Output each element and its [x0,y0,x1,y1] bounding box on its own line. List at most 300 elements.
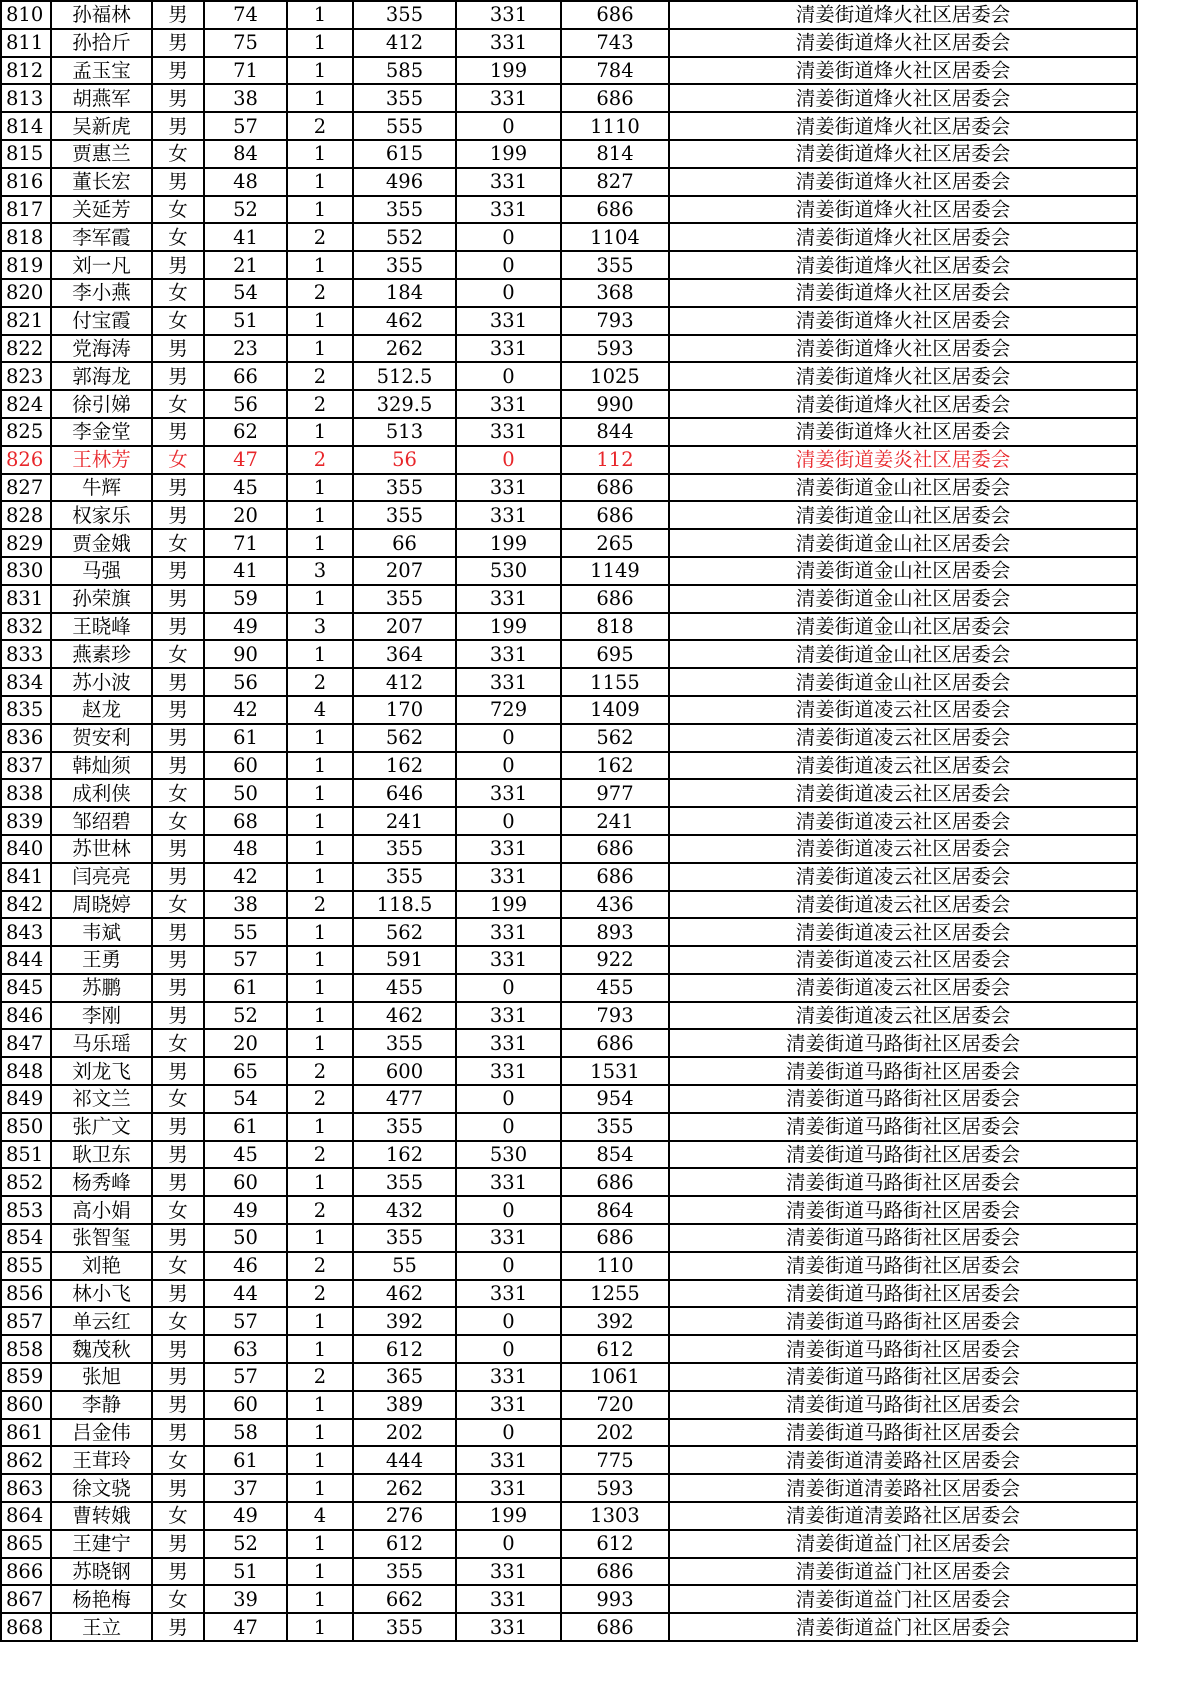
community-cell: 清姜街道金山社区居委会 [669,640,1137,668]
row-index-cell: 818 [1,223,51,251]
table-row [1,418,1137,446]
age-cell: 23 [204,335,287,363]
table-row [1,1002,1137,1030]
row-index-cell: 817 [1,196,51,224]
gender-cell: 女 [152,807,204,835]
name-cell: 孙福林 [51,1,152,29]
table-row [1,1474,1137,1502]
community-cell: 清姜街道烽火社区居委会 [669,29,1137,57]
amount-b-cell: 199 [456,529,561,557]
row-index-cell: 857 [1,1307,51,1335]
gender-cell: 男 [152,1224,204,1252]
row-index-cell: 823 [1,362,51,390]
gender-cell: 男 [152,1280,204,1308]
amount-a-cell: 355 [353,84,456,112]
community-cell: 清姜街道马路街社区居委会 [669,1391,1137,1419]
table-row [1,140,1137,168]
total-cell: 265 [561,529,669,557]
amount-b-cell: 0 [456,362,561,390]
amount-b-cell: 331 [456,585,561,613]
community-cell: 清姜街道凌云社区居委会 [669,1002,1137,1030]
amount-a-cell: 355 [353,835,456,863]
table-row [1,1252,1137,1280]
table-row [1,752,1137,780]
name-cell: 马乐瑶 [51,1029,152,1057]
row-index-cell: 858 [1,1335,51,1363]
age-cell: 58 [204,1419,287,1447]
community-cell: 清姜街道金山社区居委会 [669,613,1137,641]
community-cell: 清姜街道烽火社区居委会 [669,168,1137,196]
community-cell: 清姜街道凌云社区居委会 [669,696,1137,724]
community-cell: 清姜街道烽火社区居委会 [669,362,1137,390]
total-cell: 436 [561,891,669,919]
total-cell: 686 [561,1558,669,1586]
gender-cell: 男 [152,501,204,529]
age-cell: 57 [204,1363,287,1391]
amount-b-cell: 0 [456,1419,561,1447]
household-size-cell: 1 [287,1307,353,1335]
amount-a-cell: 646 [353,779,456,807]
community-cell: 清姜街道马路街社区居委会 [669,1085,1137,1113]
household-size-cell: 1 [287,1,353,29]
community-cell: 清姜街道清姜路社区居委会 [669,1446,1137,1474]
total-cell: 1155 [561,668,669,696]
community-cell: 清姜街道马路街社区居委会 [669,1280,1137,1308]
community-cell: 清姜街道金山社区居委会 [669,585,1137,613]
household-size-cell: 1 [287,1029,353,1057]
name-cell: 周晓婷 [51,891,152,919]
amount-a-cell: 162 [353,1141,456,1169]
row-index-cell: 853 [1,1196,51,1224]
amount-b-cell: 0 [456,1113,561,1141]
total-cell: 854 [561,1141,669,1169]
total-cell: 793 [561,1002,669,1030]
age-cell: 49 [204,1196,287,1224]
total-cell: 686 [561,196,669,224]
gender-cell: 女 [152,390,204,418]
community-cell: 清姜街道金山社区居委会 [669,501,1137,529]
age-cell: 61 [204,1446,287,1474]
total-cell: 686 [561,1224,669,1252]
table-row [1,1335,1137,1363]
age-cell: 68 [204,807,287,835]
name-cell: 孟玉宝 [51,57,152,85]
amount-b-cell: 199 [456,613,561,641]
amount-b-cell: 0 [456,1335,561,1363]
age-cell: 56 [204,390,287,418]
community-cell: 清姜街道马路街社区居委会 [669,1113,1137,1141]
row-index-cell: 813 [1,84,51,112]
total-cell: 562 [561,724,669,752]
amount-a-cell: 513 [353,418,456,446]
amount-b-cell: 331 [456,1446,561,1474]
table-row [1,1530,1137,1558]
amount-a-cell: 412 [353,668,456,696]
household-size-cell: 1 [287,307,353,335]
total-cell: 990 [561,390,669,418]
row-index-cell: 841 [1,863,51,891]
age-cell: 54 [204,1085,287,1113]
total-cell: 1025 [561,362,669,390]
name-cell: 付宝霞 [51,307,152,335]
age-cell: 75 [204,29,287,57]
row-index-cell: 820 [1,279,51,307]
row-index-cell: 848 [1,1057,51,1085]
row-index-cell: 856 [1,1280,51,1308]
table-row [1,1502,1137,1530]
community-cell: 清姜街道马路街社区居委会 [669,1419,1137,1447]
household-size-cell: 1 [287,1391,353,1419]
gender-cell: 男 [152,1530,204,1558]
community-cell: 清姜街道烽火社区居委会 [669,223,1137,251]
name-cell: 苏世林 [51,835,152,863]
row-index-cell: 862 [1,1446,51,1474]
name-cell: 赵龙 [51,696,152,724]
age-cell: 47 [204,446,287,474]
table-body [1,1,1137,1641]
row-index-cell: 843 [1,918,51,946]
community-cell: 清姜街道烽火社区居委会 [669,196,1137,224]
household-size-cell: 2 [287,362,353,390]
name-cell: 耿卫东 [51,1141,152,1169]
total-cell: 355 [561,1113,669,1141]
gender-cell: 女 [152,446,204,474]
total-cell: 355 [561,251,669,279]
row-index-cell: 821 [1,307,51,335]
household-size-cell: 1 [287,1335,353,1363]
total-cell: 1531 [561,1057,669,1085]
community-cell: 清姜街道马路街社区居委会 [669,1196,1137,1224]
household-size-cell: 1 [287,251,353,279]
age-cell: 60 [204,1391,287,1419]
gender-cell: 男 [152,613,204,641]
table-row [1,1446,1137,1474]
name-cell: 王茸玲 [51,1446,152,1474]
age-cell: 39 [204,1585,287,1613]
household-size-cell: 1 [287,474,353,502]
household-size-cell: 2 [287,1363,353,1391]
age-cell: 41 [204,557,287,585]
age-cell: 71 [204,529,287,557]
age-cell: 46 [204,1252,287,1280]
row-index-cell: 826 [1,446,51,474]
age-cell: 90 [204,640,287,668]
table-row [1,668,1137,696]
total-cell: 612 [561,1530,669,1558]
amount-a-cell: 389 [353,1391,456,1419]
amount-b-cell: 0 [456,752,561,780]
age-cell: 20 [204,1029,287,1057]
amount-b-cell: 331 [456,474,561,502]
amount-a-cell: 444 [353,1446,456,1474]
amount-b-cell: 331 [456,84,561,112]
table-row [1,1057,1137,1085]
age-cell: 47 [204,1613,287,1641]
row-index-cell: 810 [1,1,51,29]
row-index-cell: 839 [1,807,51,835]
name-cell: 李军霞 [51,223,152,251]
row-index-cell: 822 [1,335,51,363]
community-cell: 清姜街道凌云社区居委会 [669,724,1137,752]
table-row [1,863,1137,891]
household-size-cell: 1 [287,57,353,85]
total-cell: 686 [561,835,669,863]
household-size-cell: 1 [287,196,353,224]
gender-cell: 男 [152,168,204,196]
total-cell: 686 [561,1029,669,1057]
household-size-cell: 1 [287,1613,353,1641]
amount-a-cell: 562 [353,918,456,946]
gender-cell: 女 [152,1502,204,1530]
row-index-cell: 833 [1,640,51,668]
amount-b-cell: 530 [456,1141,561,1169]
table-row [1,1113,1137,1141]
household-size-cell: 2 [287,1280,353,1308]
total-cell: 593 [561,335,669,363]
amount-b-cell: 331 [456,1002,561,1030]
amount-b-cell: 331 [456,29,561,57]
name-cell: 苏鹏 [51,974,152,1002]
gender-cell: 女 [152,196,204,224]
row-index-cell: 812 [1,57,51,85]
row-index-cell: 859 [1,1363,51,1391]
row-index-cell: 838 [1,779,51,807]
table-row [1,779,1137,807]
total-cell: 775 [561,1446,669,1474]
amount-b-cell: 331 [456,640,561,668]
amount-a-cell: 555 [353,112,456,140]
name-cell: 魏茂秋 [51,1335,152,1363]
age-cell: 74 [204,1,287,29]
age-cell: 61 [204,1113,287,1141]
total-cell: 1104 [561,223,669,251]
gender-cell: 男 [152,1141,204,1169]
age-cell: 38 [204,891,287,919]
amount-a-cell: 207 [353,557,456,585]
row-index-cell: 815 [1,140,51,168]
row-index-cell: 844 [1,946,51,974]
name-cell: 闫亮亮 [51,863,152,891]
age-cell: 37 [204,1474,287,1502]
amount-a-cell: 355 [353,1,456,29]
amount-a-cell: 462 [353,307,456,335]
gender-cell: 男 [152,918,204,946]
name-cell: 胡燕军 [51,84,152,112]
household-size-cell: 2 [287,668,353,696]
community-cell: 清姜街道凌云社区居委会 [669,752,1137,780]
row-index-cell: 830 [1,557,51,585]
community-cell: 清姜街道烽火社区居委会 [669,418,1137,446]
total-cell: 686 [561,863,669,891]
community-cell: 清姜街道马路街社区居委会 [669,1335,1137,1363]
gender-cell: 男 [152,57,204,85]
gender-cell: 男 [152,585,204,613]
amount-a-cell: 365 [353,1363,456,1391]
community-cell: 清姜街道凌云社区居委会 [669,946,1137,974]
name-cell: 李金堂 [51,418,152,446]
table-row [1,307,1137,335]
total-cell: 720 [561,1391,669,1419]
name-cell: 贾金娥 [51,529,152,557]
name-cell: 韦斌 [51,918,152,946]
name-cell: 王勇 [51,946,152,974]
total-cell: 593 [561,1474,669,1502]
age-cell: 57 [204,946,287,974]
amount-b-cell: 0 [456,1196,561,1224]
household-size-cell: 2 [287,223,353,251]
community-cell: 清姜街道金山社区居委会 [669,474,1137,502]
household-size-cell: 1 [287,1419,353,1447]
amount-a-cell: 355 [353,1613,456,1641]
age-cell: 50 [204,1224,287,1252]
gender-cell: 男 [152,696,204,724]
amount-a-cell: 462 [353,1002,456,1030]
row-index-cell: 824 [1,390,51,418]
household-size-cell: 1 [287,974,353,1002]
row-index-cell: 867 [1,1585,51,1613]
table-row [1,1419,1137,1447]
age-cell: 55 [204,918,287,946]
name-cell: 党海涛 [51,335,152,363]
amount-b-cell: 331 [456,1224,561,1252]
gender-cell: 女 [152,891,204,919]
gender-cell: 男 [152,418,204,446]
community-cell: 清姜街道清姜路社区居委会 [669,1502,1137,1530]
gender-cell: 男 [152,112,204,140]
community-cell: 清姜街道马路街社区居委会 [669,1029,1137,1057]
community-cell: 清姜街道清姜路社区居委会 [669,1474,1137,1502]
age-cell: 71 [204,57,287,85]
amount-a-cell: 612 [353,1530,456,1558]
gender-cell: 男 [152,1113,204,1141]
row-index-cell: 831 [1,585,51,613]
household-size-cell: 1 [287,529,353,557]
name-cell: 张旭 [51,1363,152,1391]
amount-a-cell: 591 [353,946,456,974]
total-cell: 686 [561,1168,669,1196]
gender-cell: 女 [152,1029,204,1057]
household-size-cell: 1 [287,418,353,446]
amount-a-cell: 329.5 [353,390,456,418]
total-cell: 793 [561,307,669,335]
row-index-cell: 829 [1,529,51,557]
table-row [1,1585,1137,1613]
amount-a-cell: 170 [353,696,456,724]
gender-cell: 男 [152,335,204,363]
table-row [1,585,1137,613]
household-size-cell: 1 [287,1446,353,1474]
community-cell: 清姜街道金山社区居委会 [669,557,1137,585]
amount-a-cell: 585 [353,57,456,85]
community-cell: 清姜街道烽火社区居委会 [669,112,1137,140]
total-cell: 1110 [561,112,669,140]
name-cell: 牛辉 [51,474,152,502]
household-size-cell: 2 [287,1252,353,1280]
community-cell: 清姜街道凌云社区居委会 [669,863,1137,891]
table-row [1,724,1137,752]
household-size-cell: 1 [287,640,353,668]
total-cell: 162 [561,752,669,780]
table-row [1,390,1137,418]
row-index-cell: 835 [1,696,51,724]
amount-b-cell: 0 [456,446,561,474]
gender-cell: 女 [152,1196,204,1224]
amount-a-cell: 392 [353,1307,456,1335]
name-cell: 刘一凡 [51,251,152,279]
total-cell: 893 [561,918,669,946]
gender-cell: 男 [152,1558,204,1586]
table-row [1,1141,1137,1169]
community-cell: 清姜街道烽火社区居委会 [669,279,1137,307]
total-cell: 1303 [561,1502,669,1530]
household-size-cell: 2 [287,112,353,140]
row-index-cell: 855 [1,1252,51,1280]
row-index-cell: 861 [1,1419,51,1447]
amount-b-cell: 331 [456,1585,561,1613]
amount-a-cell: 355 [353,501,456,529]
amount-a-cell: 477 [353,1085,456,1113]
table-row [1,29,1137,57]
household-size-cell: 1 [287,84,353,112]
household-size-cell: 1 [287,168,353,196]
name-cell: 关延芳 [51,196,152,224]
total-cell: 1255 [561,1280,669,1308]
amount-b-cell: 0 [456,1307,561,1335]
amount-a-cell: 496 [353,168,456,196]
gender-cell: 男 [152,29,204,57]
gender-cell: 女 [152,307,204,335]
table-row [1,1168,1137,1196]
total-cell: 686 [561,84,669,112]
amount-a-cell: 355 [353,251,456,279]
amount-a-cell: 355 [353,863,456,891]
table-row [1,501,1137,529]
row-index-cell: 819 [1,251,51,279]
age-cell: 57 [204,112,287,140]
table-row [1,57,1137,85]
table-row [1,1224,1137,1252]
amount-b-cell: 729 [456,696,561,724]
household-size-cell: 3 [287,557,353,585]
community-cell: 清姜街道烽火社区居委会 [669,307,1137,335]
amount-a-cell: 355 [353,1168,456,1196]
community-cell: 清姜街道凌云社区居委会 [669,918,1137,946]
amount-a-cell: 600 [353,1057,456,1085]
amount-b-cell: 331 [456,1363,561,1391]
gender-cell: 男 [152,1363,204,1391]
age-cell: 49 [204,613,287,641]
total-cell: 686 [561,585,669,613]
household-size-cell: 1 [287,1113,353,1141]
community-cell: 清姜街道凌云社区居委会 [669,779,1137,807]
amount-b-cell: 331 [456,946,561,974]
total-cell: 112 [561,446,669,474]
table-row [1,1196,1137,1224]
row-index-cell: 846 [1,1002,51,1030]
row-index-cell: 828 [1,501,51,529]
community-cell: 清姜街道马路街社区居委会 [669,1057,1137,1085]
household-size-cell: 1 [287,752,353,780]
amount-b-cell: 331 [456,501,561,529]
amount-b-cell: 331 [456,1168,561,1196]
name-cell: 张广文 [51,1113,152,1141]
name-cell: 李小燕 [51,279,152,307]
amount-b-cell: 331 [456,390,561,418]
household-size-cell: 1 [287,335,353,363]
age-cell: 21 [204,251,287,279]
row-index-cell: 816 [1,168,51,196]
table-row [1,196,1137,224]
